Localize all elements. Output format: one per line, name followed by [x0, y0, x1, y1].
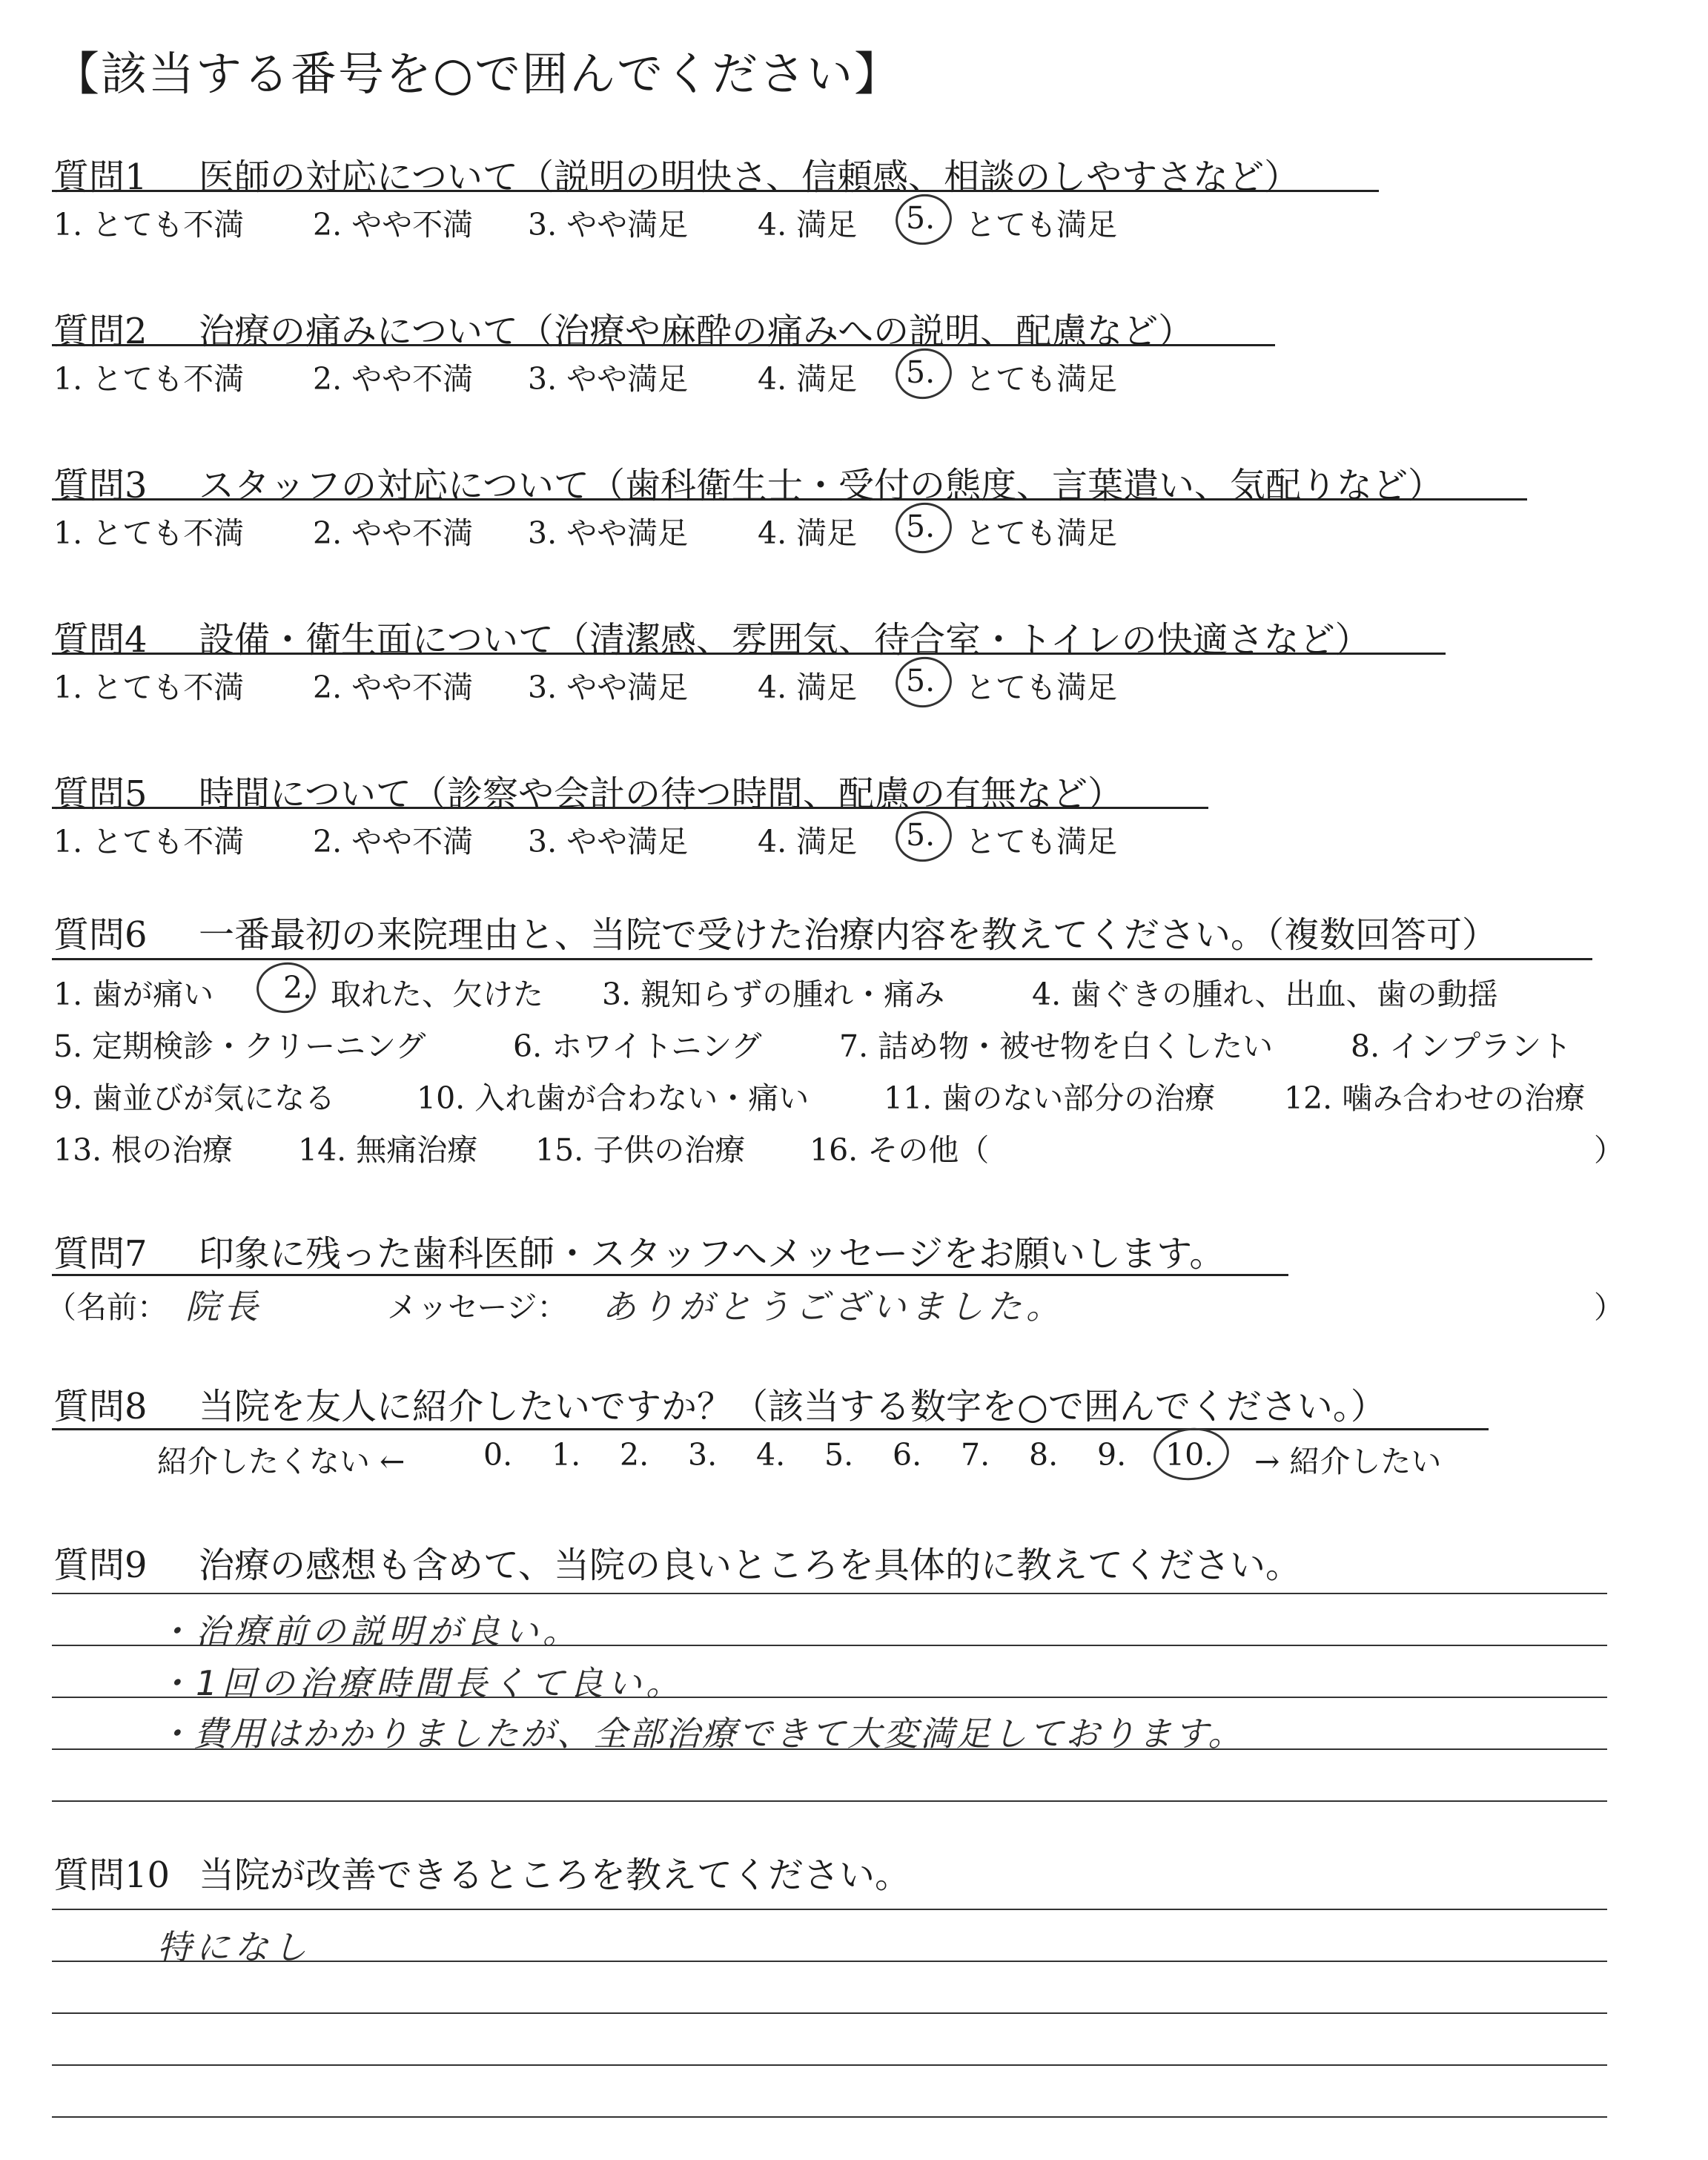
- question-number: 質問10: [53, 1855, 171, 1896]
- question-number: 質問4: [53, 619, 148, 661]
- scale-right-label: → 紹介したい: [1254, 1444, 1442, 1479]
- option-3[interactable]: 3. やや満足: [528, 515, 689, 551]
- question-number: 質問8: [53, 1386, 148, 1427]
- message-close: ）: [1594, 1289, 1624, 1325]
- question-underline: [52, 807, 1208, 809]
- question-underline: [52, 958, 1592, 960]
- scale-value-4[interactable]: 4.: [756, 1437, 786, 1473]
- answer-text[interactable]: ・1回の治療時間長くて良い。: [157, 1663, 685, 1703]
- scale-value-1[interactable]: 1.: [552, 1437, 581, 1473]
- question-title: [53, 1225, 1225, 1276]
- question-underline: [52, 653, 1446, 655]
- option-10[interactable]: 10. 入れ歯が合わない・痛い: [417, 1080, 810, 1116]
- scale-value-2[interactable]: 2.: [620, 1437, 649, 1473]
- option-4[interactable]: 4. 満足: [758, 207, 858, 242]
- option-5-label: とても満足: [965, 515, 1117, 551]
- question-text: 医師の対応について（説明の明快さ、信頼感、相談のしやすさなど）: [199, 156, 1300, 198]
- question-underline: [52, 344, 1275, 346]
- question-number: 質問2: [53, 311, 148, 352]
- option-3[interactable]: 3. やや満足: [528, 207, 689, 242]
- option-5[interactable]: 5. 定期検診・クリーニング: [53, 1028, 426, 1064]
- option-4[interactable]: 4. 満足: [758, 515, 858, 551]
- answer-line: [52, 1800, 1607, 1802]
- option-3[interactable]: 3. やや満足: [528, 670, 689, 705]
- name-label: （名前：: [46, 1289, 168, 1325]
- message-label: メッセージ：: [387, 1289, 568, 1325]
- question-title: [53, 1378, 1386, 1429]
- option-4[interactable]: 4. 満足: [758, 824, 858, 859]
- answer-line: [52, 1593, 1607, 1594]
- question-underline: [52, 1428, 1489, 1430]
- question-text: 当院を友人に紹介したいですか？（該当する数字を○で囲んでください。）: [199, 1386, 1386, 1427]
- scale-value-5[interactable]: 5.: [824, 1437, 854, 1473]
- question-title: [53, 1846, 910, 1898]
- option-1[interactable]: 1. とても不満: [53, 670, 245, 705]
- answer-line: [52, 2116, 1607, 2118]
- option-16-close: ）: [1594, 1132, 1624, 1168]
- selected-circle: [1151, 1424, 1232, 1484]
- message-value[interactable]: ありがとうございました。: [602, 1287, 1065, 1327]
- question-number: 質問5: [53, 773, 148, 815]
- question-text: 設備・衛生面について（清潔感、雰囲気、待合室・トイレの快適さなど）: [199, 619, 1371, 661]
- answer-text[interactable]: ・治療前の説明が良い。: [157, 1611, 581, 1651]
- option-5[interactable]: 5.: [906, 354, 936, 390]
- question-text: 一番最初の来院理由と、当院で受けた治療内容を教えてください。（複数回答可）: [199, 914, 1498, 956]
- option-2[interactable]: 2. やや不満: [313, 361, 474, 397]
- scale-value-6[interactable]: 6.: [893, 1437, 922, 1473]
- option-3[interactable]: 3. やや満足: [528, 361, 689, 397]
- selected-circle: [254, 959, 320, 1017]
- question-text: 当院が改善できるところを教えてください。: [199, 1855, 911, 1896]
- question-text: 印象に残った歯科医師・スタッフへメッセージをお願いします。: [199, 1233, 1225, 1275]
- option-5[interactable]: 5.: [906, 817, 936, 853]
- option-12[interactable]: 12. 噛み合わせの治療: [1284, 1080, 1586, 1116]
- instruction-header: 【該当する番号を○で囲んでください】: [53, 47, 902, 101]
- option-5[interactable]: 5.: [906, 509, 936, 544]
- scale-value-10[interactable]: 10.: [1165, 1437, 1214, 1473]
- question-text: 治療の感想も含めて、当院の良いところを具体的に教えてください。: [199, 1545, 1302, 1586]
- question-number: 質問3: [53, 465, 148, 506]
- option-2[interactable]: 2. やや不満: [313, 670, 474, 705]
- scale-value-7[interactable]: 7.: [961, 1437, 990, 1473]
- option-4[interactable]: 4. 満足: [758, 670, 858, 705]
- option-3[interactable]: 3. やや満足: [528, 824, 689, 859]
- option-4[interactable]: 4. 歯ぐきの腫れ、出血、歯の動揺: [1032, 977, 1498, 1012]
- question-title: [53, 906, 1497, 957]
- question-text: 治療の痛みについて（治療や麻酔の痛みへの説明、配慮など）: [199, 311, 1194, 352]
- option-5[interactable]: 5.: [906, 663, 936, 698]
- option-15[interactable]: 15. 子供の治療: [535, 1132, 746, 1168]
- scale-value-0[interactable]: 0.: [483, 1437, 513, 1473]
- question-number: 質問1: [53, 156, 148, 198]
- option-2[interactable]: 2. やや不満: [313, 515, 474, 551]
- answer-text[interactable]: 特になし: [157, 1927, 311, 1967]
- answer-text[interactable]: ・費用はかかりましたが、全部治療できて大変満足しております。: [157, 1714, 1245, 1754]
- question-number: 質問7: [53, 1233, 148, 1275]
- name-value[interactable]: 院長: [185, 1287, 262, 1327]
- option-13[interactable]: 13. 根の治療: [53, 1132, 234, 1168]
- option-9[interactable]: 9. 歯並びが気になる: [53, 1080, 336, 1116]
- question-underline: [52, 1274, 1288, 1276]
- option-1[interactable]: 1. とても不満: [53, 824, 245, 859]
- option-5-label: とても満足: [965, 670, 1117, 705]
- option-3[interactable]: 3. 親知らずの腫れ・痛み: [602, 977, 945, 1012]
- option-14[interactable]: 14. 無痛治療: [298, 1132, 478, 1168]
- scale-value-8[interactable]: 8.: [1029, 1437, 1059, 1473]
- option-16[interactable]: 16. その他（: [810, 1132, 990, 1168]
- option-5[interactable]: 5.: [906, 200, 936, 236]
- answer-line: [52, 2064, 1607, 2066]
- question-number: 質問9: [53, 1545, 148, 1586]
- option-1[interactable]: 1. とても不満: [53, 207, 245, 242]
- scale-left-label: 紹介したくない ←: [157, 1444, 406, 1479]
- option-2[interactable]: 2. やや不満: [313, 824, 474, 859]
- option-2[interactable]: 2. やや不満: [313, 207, 474, 242]
- option-1[interactable]: 1. 歯が痛い: [53, 977, 214, 1012]
- question-number: 質問6: [53, 914, 148, 956]
- question-title: [53, 1536, 1301, 1588]
- option-5-label: とても満足: [965, 361, 1117, 397]
- option-1[interactable]: 1. とても不満: [53, 361, 245, 397]
- option-5-label: とても満足: [965, 824, 1117, 859]
- question-text: スタッフの対応について（歯科衛生士・受付の態度、言葉遣い、気配りなど）: [199, 465, 1444, 506]
- option-1[interactable]: 1. とても不満: [53, 515, 245, 551]
- option-5-label: とても満足: [965, 207, 1117, 242]
- option-7[interactable]: 7. 詰め物・被せ物を白くしたい: [839, 1028, 1274, 1064]
- question-underline: [52, 190, 1379, 192]
- option-8[interactable]: 8. インプラント: [1351, 1028, 1572, 1064]
- answer-line: [52, 1909, 1607, 1910]
- option-4[interactable]: 4. 満足: [758, 361, 858, 397]
- answer-line: [52, 2012, 1607, 2014]
- option-2-label: 取れた、欠けた: [331, 977, 543, 1012]
- question-underline: [52, 498, 1527, 501]
- scale-value-9[interactable]: 9.: [1097, 1437, 1127, 1473]
- question-text: 時間について（診察や会計の待つ時間、配慮の有無など）: [199, 773, 1124, 815]
- option-11[interactable]: 11. 歯のない部分の治療: [884, 1080, 1216, 1116]
- option-6[interactable]: 6. ホワイトニング: [513, 1028, 762, 1064]
- scale-value-3[interactable]: 3.: [688, 1437, 718, 1473]
- option-2[interactable]: 2.: [283, 970, 313, 1005]
